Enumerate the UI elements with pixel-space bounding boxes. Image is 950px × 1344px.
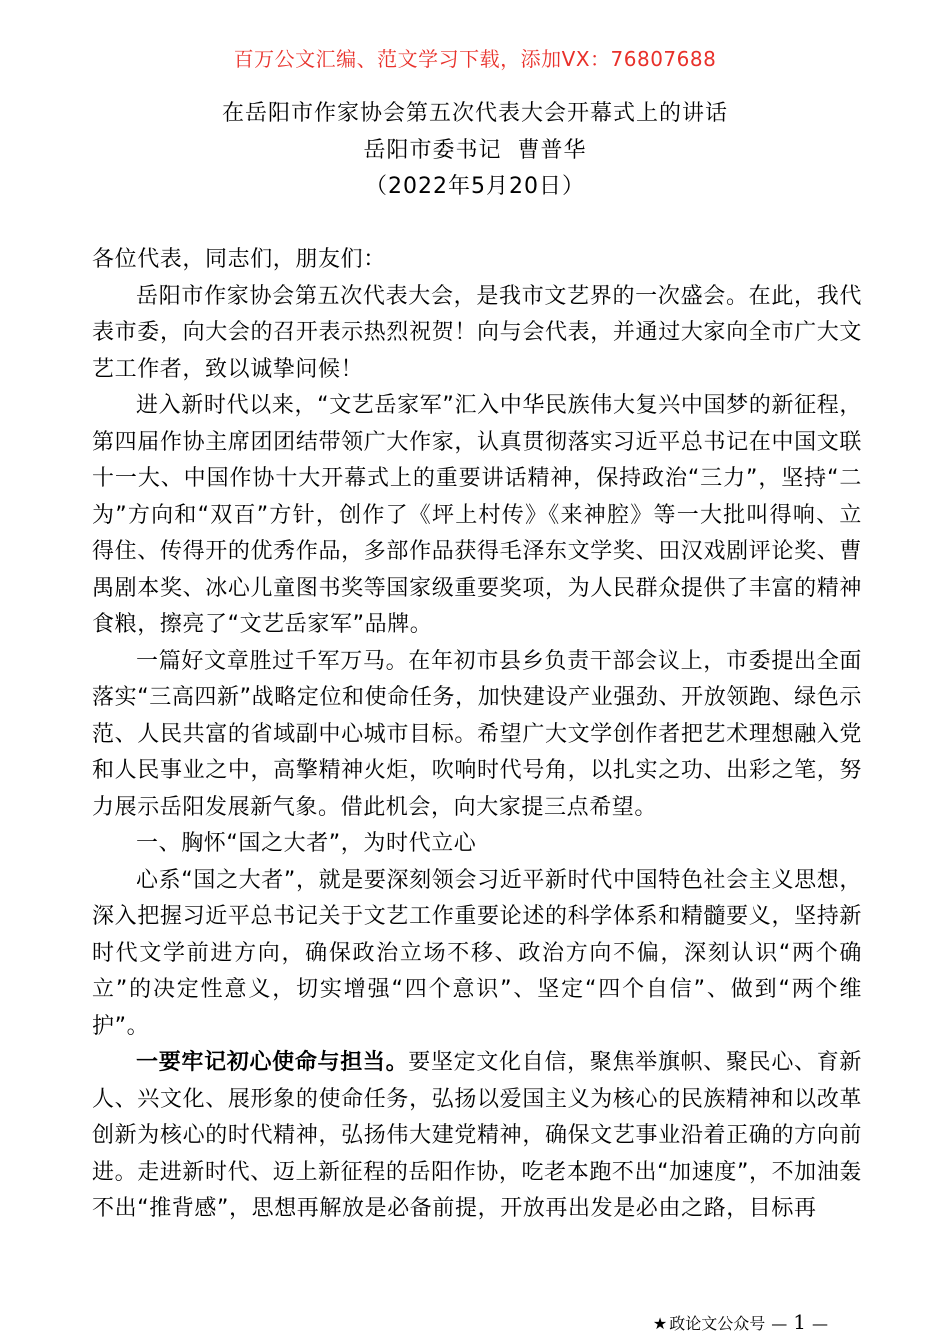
speech-title: 在岳阳市作家协会第五次代表大会开幕式上的讲话	[221, 101, 728, 126]
section-heading-1: 一、胸怀“国之大者”，为时代立心	[136, 831, 477, 856]
speech-date: （2022年5月20日）	[365, 174, 585, 199]
paragraph-hopes: 一篇好文章胜过千军万马。在年初市县乡负责干部会议上，市委提出全面落实“三高四新”战略定位和使命任务，加快建设产业强劲、开放领跑、绿色示范、人民共富的省域副中心城市目标。希望广大文学创作者把艺术理想融入党和人民事业之中，高擎精神火炬，吹响时代号角，以扎实之功、出彩之笔，努力展示岳阳发展新气象。借此机会，向大家提三点希望。	[92, 648, 862, 820]
paragraph-point-1	[92, 1045, 862, 1228]
footer-source: 政论文公众号	[669, 1314, 766, 1333]
watermark-banner: 百万公文汇编、范文学习下载，添加VX：76807688	[233, 47, 717, 71]
point-1-text: 要坚定文化自信，聚焦举旗帜、聚民心、育新人、兴文化、展形象的使命任务，弘扬以爱国主义为核心的民族精神和以改革创新为核心的时代精神，弘扬伟大建党精神，确保文艺事业沿着正确的方向前进。走进新时代、迈上新征程的岳阳作协，吃老本跑不出“加速度”，不加油轰不出“推背感”，思想再解放是必备前提，开放再出发是必由之路，目标再	[92, 1050, 862, 1221]
speech-body	[92, 242, 862, 1228]
page-dash-left: —	[771, 1314, 788, 1333]
star-icon: ★	[652, 1314, 668, 1333]
page-footer	[653, 1312, 834, 1334]
page-number: 1	[793, 1310, 806, 1334]
page-dash-right: —	[812, 1314, 828, 1333]
speaker-line: 岳阳市委书记 曹普华	[363, 138, 587, 163]
point-1-lead: 一要牢记初心使命与担当。	[136, 1050, 409, 1075]
paragraph-section-1: 心系“国之大者”，就是要深刻领会习近平新时代中国特色社会主义思想，深入把握习近平总书记关于文艺工作重要论述的科学体系和精髓要义，坚持新时代文学前进方向，确保政治立场不移、政治方向不偏，深刻认识“两个确立”的决定性意义，切实增强“四个意识”、坚定“四个自信”、做到“两个维护”。	[92, 867, 862, 1039]
paragraph-opening: 岳阳市作家协会第五次代表大会，是我市文艺界的一次盛会。在此，我代表市委，向大会的召开表示热烈祝贺！向与会代表，并通过大家向全市广大文艺工作者，致以诚挚问候！	[92, 283, 862, 382]
paragraph-achievements: 进入新时代以来，“文艺岳家军”汇入中华民族伟大复兴中国梦的新征程，第四届作协主席团团结带领广大作家，认真贯彻落实习近平总书记在中国文联十一大、中国作协十大开幕式上的重要讲话精神，保持政治“三力”，坚持“二为”方向和“双百”方针，创作了《坪上村传》《来神腔》等一大批叫得响、立得住、传得开的优秀作品，多部作品获得毛泽东文学奖、田汉戏剧评论奖、曹禺剧本奖、冰心儿童图书奖等国家级重要奖项，为人民群众提供了丰富的精神食粮，擦亮了“文艺岳家军”品牌。	[92, 393, 862, 637]
greeting: 各位代表，同志们，朋友们：	[92, 247, 386, 272]
